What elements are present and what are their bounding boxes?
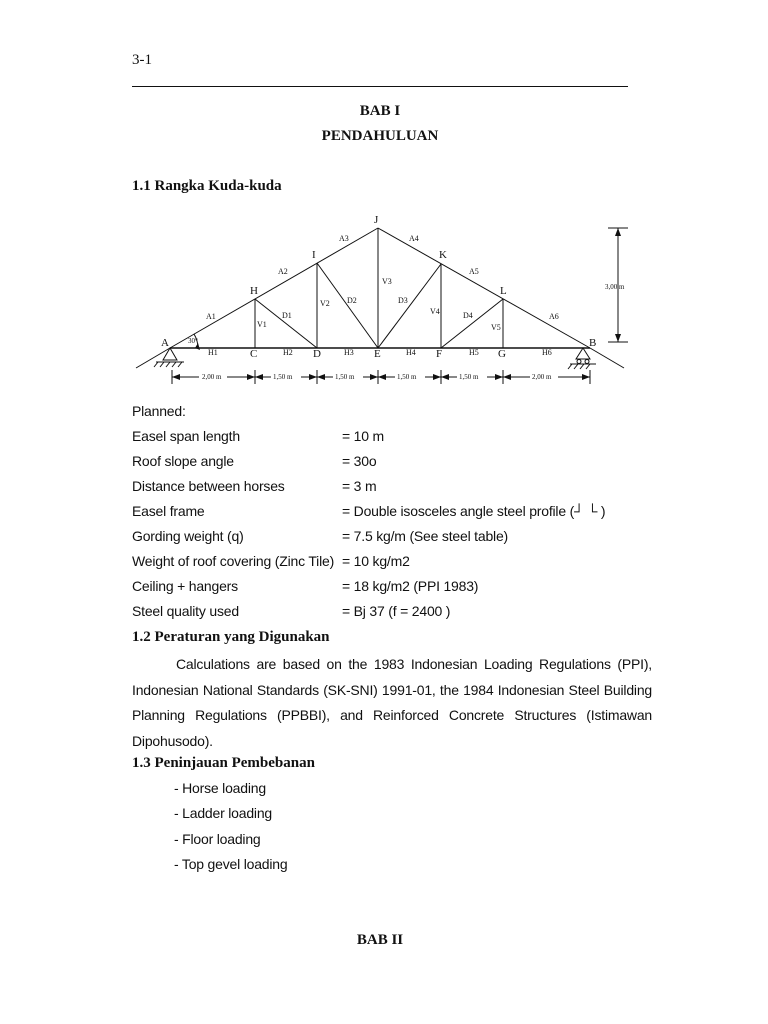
span-label: 1,50 m [335,373,355,381]
regulations-paragraph [132,652,652,754]
node-label: J [374,214,379,226]
list-item: - Top gevel loading [174,855,288,872]
spec-value: = Bj 37 (f = 2400 ) [342,603,451,619]
spec-label: Weight of roof covering (Zinc Tile) [132,553,335,569]
member-label: H1 [208,348,218,357]
member-label: V2 [320,299,330,308]
page-number: 3-1 [132,52,152,68]
member-label: D4 [463,311,473,320]
member-label: V5 [491,323,501,332]
spec-value: = 30o [342,453,377,469]
member-label: A1 [206,312,216,321]
node-label: K [439,249,447,261]
roller-support-right-icon [568,348,596,369]
section-heading-truss: 1.1 Rangka Kuda-kuda [132,178,282,194]
member-label: H6 [542,348,552,357]
span-label: 1,50 m [273,373,293,381]
node-label: B [589,337,597,349]
node-label: I [312,249,316,261]
node-label: E [374,348,381,360]
spec-label: Easel frame [132,503,205,519]
member-label: D1 [282,311,292,320]
member-label: H2 [283,348,293,357]
member-label: H3 [344,348,354,357]
regulations-text: Calculations are based on the 1983 Indonesian Loading Regulations (PPI), Indonesian National Standards (SK-SNI) 1991-01, the 1984 Indonesian Steel Building Planning Regulations (PPBBI), and Reinforced Concrete Structures (Istimawan Dipohusodo). [132,656,652,749]
member-label: V1 [257,320,267,329]
list-item: - Floor loading [174,830,261,847]
member-label: A3 [339,234,349,243]
member-label: D3 [398,296,408,305]
spec-label: Gording weight (q) [132,528,244,544]
chapter-title: PENDAHULUAN [321,128,439,144]
span-label: 1,50 m [397,373,417,381]
member-label: A6 [549,312,559,321]
pin-support-left-icon [154,348,184,367]
spec-label: Steel quality used [132,603,239,619]
loading-list [174,780,287,881]
angle-label: 30° [188,337,198,345]
spec-value: = 10 m [342,428,384,444]
member-label: H4 [406,348,416,357]
span-label: 1,50 m [459,373,479,381]
section-heading-regulations: 1.2 Peraturan yang Digunakan [132,629,330,645]
span-label: 2,00 m [202,373,222,381]
planned-label: Planned: [132,403,186,419]
spec-value: = 7.5 kg/m (See steel table) [342,528,508,544]
list-item: - Horse loading [174,780,266,796]
node-label: L [500,285,507,297]
truss-diagram [0,0,768,400]
chapter-label: BAB I [359,103,401,119]
spec-label: Roof slope angle [132,453,234,469]
spec-value: = Double isosceles angle steel profile (┘ └ ) [342,503,606,519]
node-label: G [498,348,506,360]
node-label: C [250,348,258,360]
spec-value: = 18 kg/m2 (PPI 1983) [342,578,479,594]
member-label: V4 [430,307,440,316]
node-label: F [436,348,443,360]
member-label: A4 [409,234,419,243]
node-label: D [313,348,321,360]
member-label: A5 [469,267,479,276]
spec-label: Easel span length [132,428,240,444]
section-heading-loading: 1.3 Peninjauan Pembebanan [132,755,315,771]
spec-label: Distance between horses [132,478,285,494]
member-label: A2 [278,267,288,276]
member-label: V3 [382,277,392,286]
spec-label: Ceiling + hangers [132,578,238,594]
spec-value: = 3 m [342,478,377,494]
span-label: 2,00 m [532,373,552,381]
node-label: H [250,285,258,297]
spec-value: = 10 kg/m2 [342,553,410,569]
next-chapter-label: BAB II [356,932,404,948]
list-item: - Ladder loading [174,805,272,822]
member-label: D2 [347,296,357,305]
node-label: A [161,337,169,349]
height-label: 3,00 m [605,283,625,291]
member-label: H5 [469,348,479,357]
